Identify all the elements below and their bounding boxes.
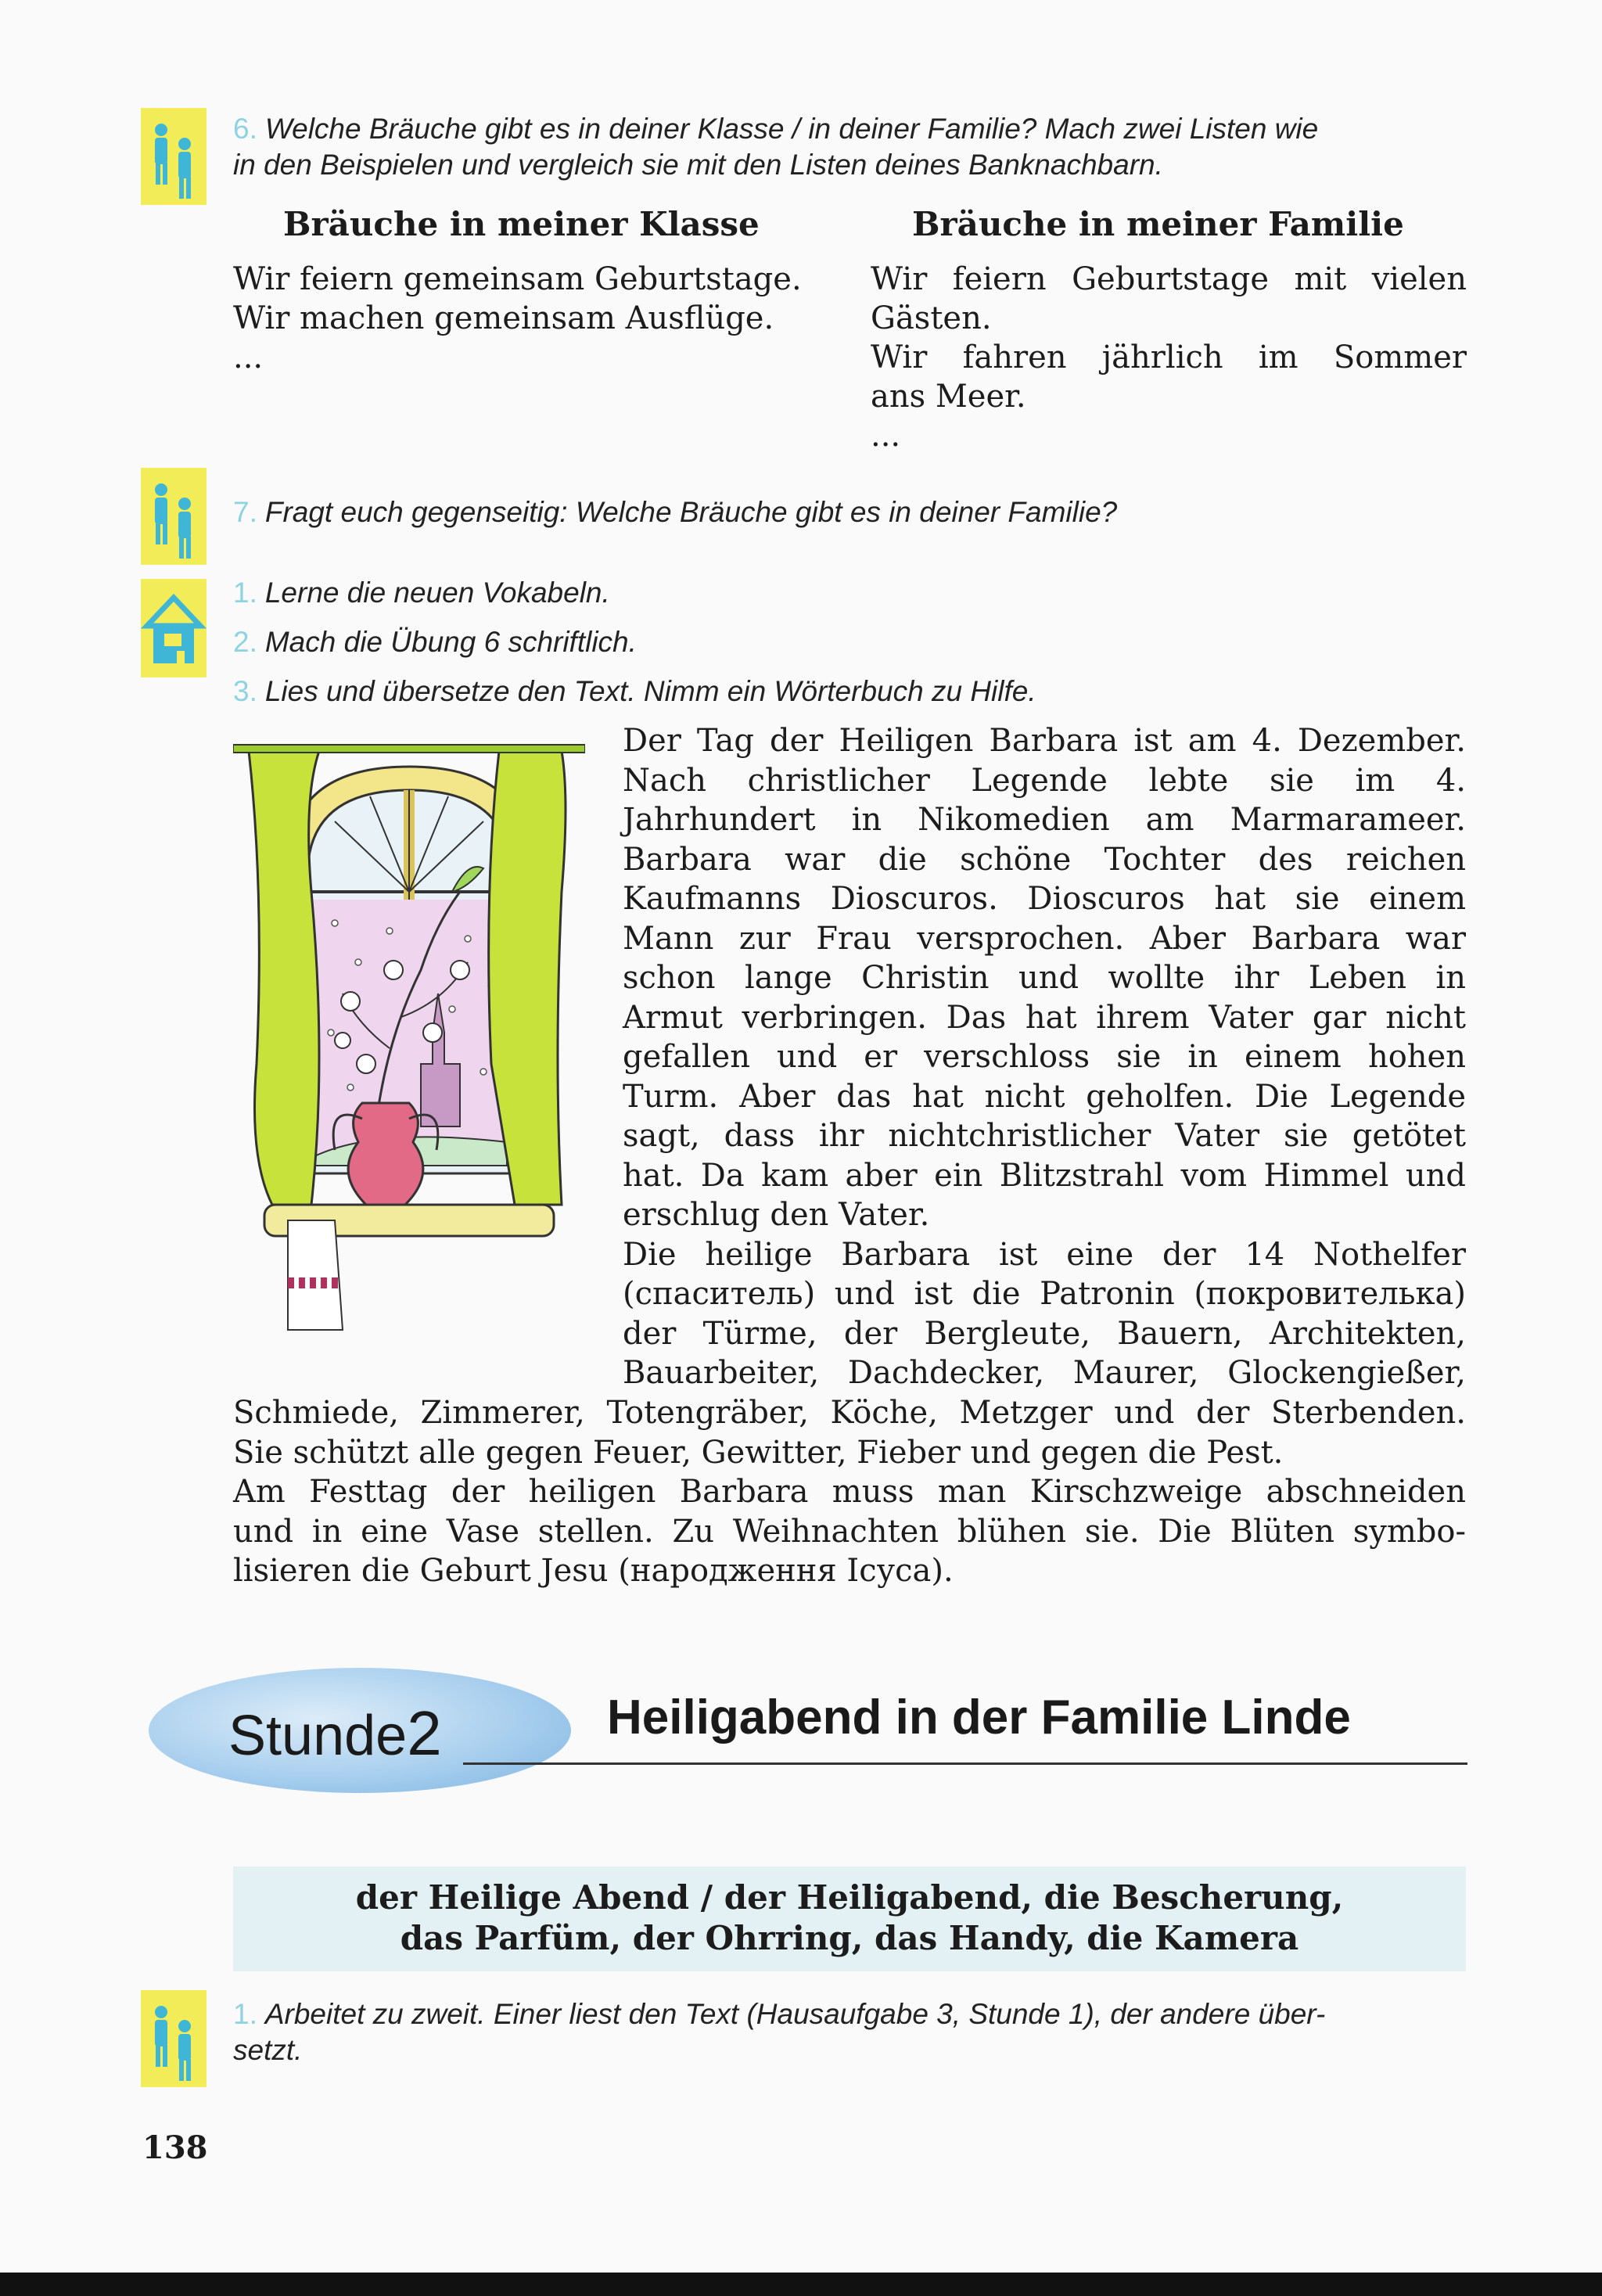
list-item: Wir feiern Geburtstage mit vielen — [871, 261, 1467, 297]
list-item: Wir feiern gemeinsam Geburtstage. — [233, 261, 802, 297]
exercise-7-instruction: 7. Fragt euch gegenseitig: Welche Bräuche gibt es in deiner Familie? — [233, 496, 1118, 528]
homework-list — [233, 568, 1036, 716]
list-item: ... — [233, 340, 264, 375]
exercise-number: 1. — [233, 1998, 257, 2030]
lesson-number: 2 — [407, 1698, 442, 1768]
list-item: 3. Lies und übersetze den Text. Nimm ein Wörterbuch zu Hilfe. — [233, 675, 1036, 707]
vocabulary-box — [233, 1867, 1466, 1971]
lesson-label: Stunde2 — [228, 1698, 442, 1768]
family-customs-list — [871, 260, 1467, 455]
exercise-number: 7. — [233, 496, 257, 528]
pair-work-icon — [141, 1990, 207, 2087]
list-item: ans Meer. — [871, 379, 1026, 415]
title-underline — [463, 1762, 1467, 1765]
class-customs-list — [233, 260, 828, 377]
list-item: Wir fahren jährlich im Sommer — [871, 340, 1467, 375]
pair-work-icon — [141, 108, 207, 205]
list-item: Gästen. — [871, 300, 992, 336]
reading-text-wide: Schmiede, Zimmerer, Totengräber, Köche, Metzger und der Sterbenden. Sie schützt alle gegen Feuer, Gewitter, Fieber und gegen die Pest. Am Festtag der heiligen Barbara muss man Kirschzweige abschneiden und in eine Vase stellen. Zu Weihnachten blühen sie. Die Blüten symbo- lisieren die Geburt Jesu (народження Ісуса). — [233, 1395, 1466, 1589]
list-item: 1. Lerne die neuen Vokabeln. — [233, 577, 610, 609]
window-illustration — [233, 735, 585, 1353]
column-heading-family: Bräuche in meiner Familie — [912, 205, 1404, 243]
list-item: Wir machen gemeinsam Ausflüge. — [233, 300, 774, 336]
exercise-number: 6. — [233, 113, 257, 145]
homework-house-icon — [141, 579, 207, 677]
column-heading-class: Bräuche in meiner Klasse — [283, 205, 760, 243]
exercise-6-instruction: 6. Welche Bräuche gibt es in deiner Klasse / in deiner Familie? Mach zwei Listen wie in den Beispielen und vergleich sie mit den Listen deines Banknachbarn. — [233, 113, 1319, 181]
exercise-1-instruction: 1. Arbeitet zu zweit. Einer liest den Text (Hausaufgabe 3, Stunde 1), der andere über- setzt. — [233, 1998, 1326, 2066]
pair-work-icon — [141, 468, 207, 565]
list-item: ... — [871, 418, 901, 454]
page-number: 138 — [142, 2129, 208, 2166]
reading-text-narrow: Der Tag der Heiligen Barbara ist am 4. Dezember. Nach christlicher Legende lebte sie im 4. Jahrhundert in Nikomedien am Marmarameer. Barbara war die schöne Tochter des reichen Kaufmanns Dioscuros. Dioscuros hat sie einem Mann zur Frau versprochen. Aber Barbara war schon lange Christin und wollte ihr Leben in Armut verbringen. Das hat ihrem Vater gar nicht gefallen und er verschloss sie in einem hohen Turm. Aber das hat nicht geholfen. Die Legende sagt, dass ihr nichtchristlicher Vater sie getötet hat. Da kam aber ein Blitzstrahl vom Himmel und erschlug den Vater. Die heilige Barbara ist eine der 14 Nothelfer (спаситель) und ist die Patronin (покровителька) der Türme, der Bergleute, Bauern, Architekten, Bauarbeiter, Dachdecker, Maurer, Glockengießer, — [623, 723, 1466, 1391]
vocabulary-line: das Parfüm, der Ohrring, das Handy, die Kamera — [400, 1919, 1299, 1957]
vocabulary-line: der Heilige Abend / der Heiligabend, die Bescherung, — [355, 1878, 1344, 1917]
scan-edge — [0, 2273, 1602, 2296]
lesson-title: Heiligabend in der Familie Linde — [607, 1691, 1351, 1744]
list-item: 2. Mach die Übung 6 schriftlich. — [233, 626, 637, 658]
